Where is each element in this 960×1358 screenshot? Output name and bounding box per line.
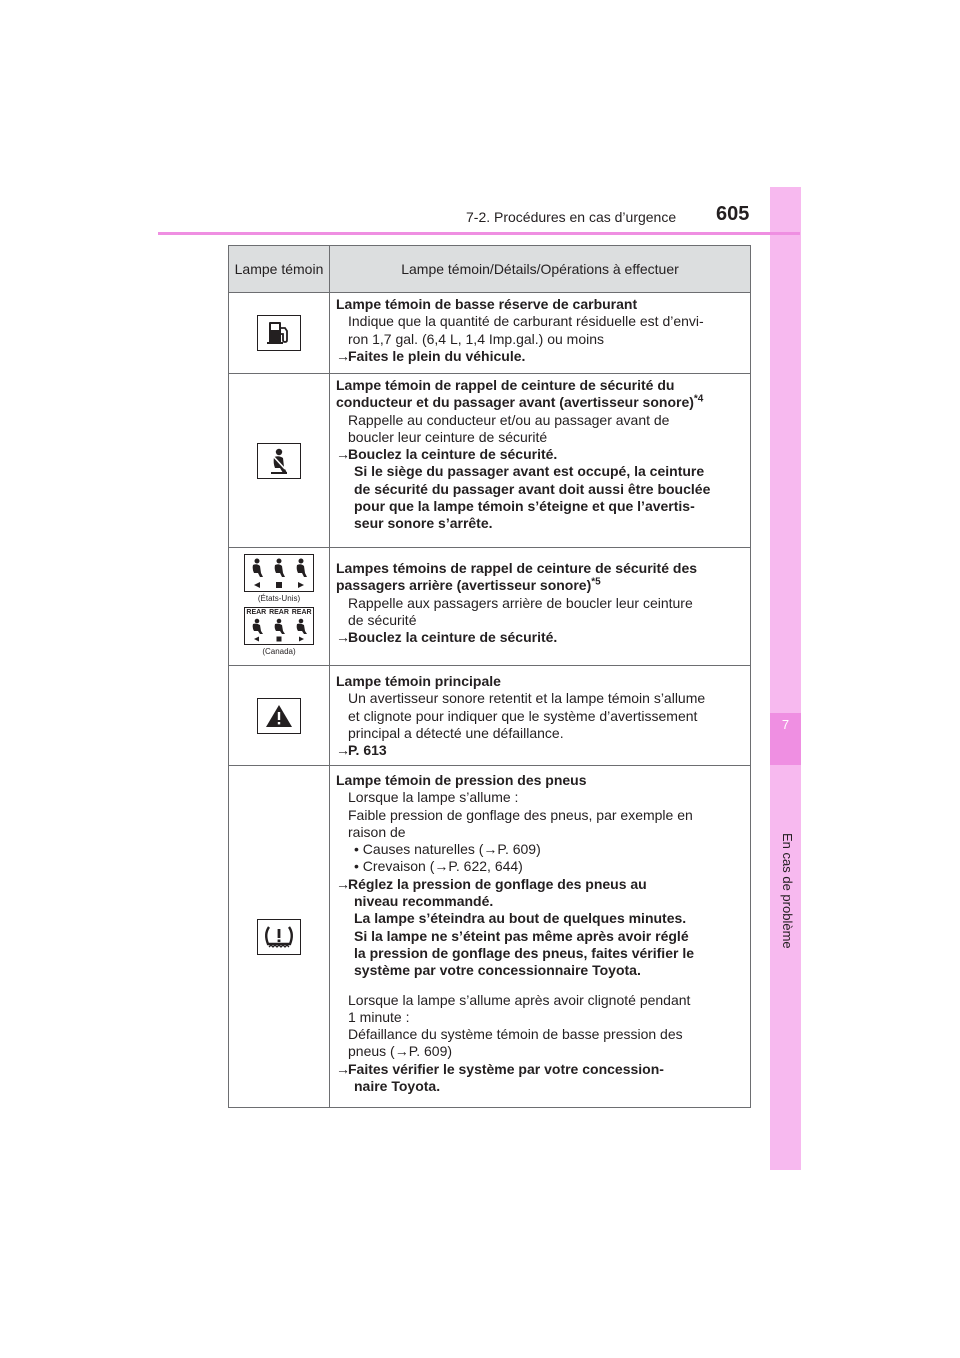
fuel-desc-2: ron 1,7 gal. (6,4 L, 1,4 Imp.gal.) ou moins [348,330,605,347]
seatbelt-note-3: pour que la lampe témoin s’éteigne et que l’avertis- [354,498,695,515]
warning-triangle-icon [257,698,301,734]
chapter-label: En cas de problème [780,833,795,949]
seatbelt-title-1: Lampe témoin de rappel de ceinture de sécurité du [336,377,675,393]
tire-action-1b: niveau recommandé. [354,893,494,910]
rear-action: → Bouclez la ceinture de sécurité. [336,629,558,646]
tire-p1: Lorsque la lampe s’allume : [348,789,519,806]
table-row [229,548,750,666]
table-row [229,766,750,1107]
tire-action-2: → Faites vérifier le système par votre concession- [336,1060,664,1077]
tire-bullet-1: • Causes naturelles (→P. 609) [354,841,541,858]
section-title: 7-2. Procédures en cas d’urgence [466,209,677,225]
seatbelt-note-4: seur sonore s’arrête. [354,515,493,532]
seatbelt-desc-1: Rappelle au conducteur et/ou au passager avant de [348,411,670,428]
seatbelt-icon [257,443,301,479]
tire-p6: Défaillance du système témoin de basse pression des [348,1026,683,1043]
icon-cell [229,548,330,665]
tire-note-4: système par votre concessionnaire Toyota. [354,962,641,979]
side-tab [770,187,801,1170]
master-desc-2: et clignote pour indiquer que le système d’avertissement [348,707,698,724]
icon-cell [229,766,330,1107]
icon-cell [229,374,330,547]
master-desc-1: Un avertisseur sonore retentit et la lampe témoin s’allume [348,690,706,707]
seatbelt-note-2: de sécurité du passager avant doit aussi être bouclée [354,480,711,497]
tire-note-3: la pression de gonflage des pneus, faites vérifier le [354,944,694,961]
details-cell [330,374,750,547]
rear-title-1: Lampes témoins de rappel de ceinture de sécurité des [336,560,698,576]
tire-p2: Faible pression de gonflage des pneus, par exemple en [348,806,693,823]
fuel-action: → Faites le plein du véhicule. [336,347,526,364]
rear-seatbelt-us-icon [244,554,314,592]
icon-cell [229,666,330,765]
tire-title: Lampe témoin de pression des pneus [336,772,587,788]
rear-desc-1: Rappelle aux passagers arrière de boucler leur ceinture [348,594,693,611]
chapter-number: 7 [781,717,790,732]
seatbelt-note-1: Si le siège du passager avant est occupé, la ceinture [354,463,705,480]
tire-action-1: → Réglez la pression de gonflage des pneus au [336,875,647,892]
tire-p7: pneus (→P. 609) [348,1043,453,1060]
table-row [229,666,750,766]
rear-title-2: passagers arrière (avertisseur sonore)$^{*5}$ [336,576,601,594]
details-cell [330,293,750,373]
fuel-pump-icon [257,315,301,351]
page-number: 605 [716,203,750,225]
tire-p4: Lorsque la lampe s’allume après avoir clignoté pendant [348,991,691,1008]
tire-note-1: La lampe s’éteindra au bout de quelques minutes. [354,910,687,927]
table-row [229,374,750,548]
rear-seatbelt-canada-icon: REAR REAR REAR [244,607,314,645]
seatbelt-desc-2: boucler leur ceinture de sécurité [348,428,548,445]
details-cell [330,666,750,765]
tire-p5: 1 minute : [348,1008,410,1025]
column-header-details: Lampe témoin/Détails/Opérations à effectuer [401,260,679,277]
details-cell [330,548,750,665]
tire-note-2: Si la lampe ne s’éteint pas même après avoir réglé [354,927,689,944]
caption-canada: (Canada) [262,646,296,656]
warning-lights-table [228,245,751,1108]
tire-action-2b: naire Toyota. [354,1078,441,1095]
caption-us: (États-Unis) [257,593,301,603]
icon-cell [229,293,330,373]
tire-bullet-2: • Crevaison (→P. 622, 644) [354,858,523,875]
tire-pressure-icon [257,919,301,955]
master-title: Lampe témoin principale [336,673,501,689]
seatbelt-action: → Bouclez la ceinture de sécurité. [336,446,558,463]
details-cell [330,766,750,1107]
master-action: → P. 613 [336,742,387,759]
header-rule [158,232,800,235]
fuel-title: Lampe témoin de basse réserve de carburant [336,296,638,312]
table-header [229,246,750,293]
fuel-desc-1: Indique que la quantité de carburant résiduelle est d’envi- [348,313,704,330]
tire-p3: raison de [348,823,406,840]
seatbelt-title-2: conducteur et du passager avant (avertisseur sonore)$^{*4}$ [336,393,704,411]
table-row [229,293,750,374]
column-header-lamp: Lampe témoin [229,246,330,292]
master-desc-3: principal a détecté une défaillance. [348,724,564,741]
rear-desc-2: de sécurité [348,611,417,628]
